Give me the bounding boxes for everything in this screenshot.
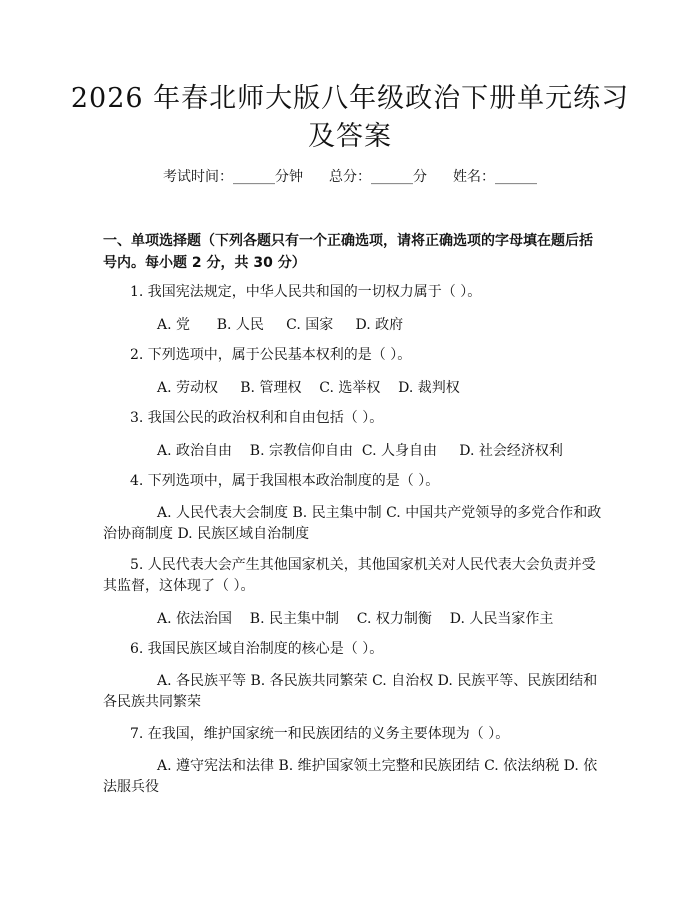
time-label: 考试时间： xyxy=(163,169,233,185)
question-options: A. 遵守宪法和法律 B. 维护国家领土完整和民族团结 C. 依法纳税 D. 依法服兵役 xyxy=(103,758,598,795)
score-unit: 分 xyxy=(413,169,427,185)
name-blank: ______ xyxy=(495,169,537,185)
question-options: A. 劳动权 B. 管理权 C. 选举权 D. 裁判权 xyxy=(157,380,460,396)
question-options: A. 各民族平等 B. 各民族共同繁荣 C. 自治权 D. 民族平等、民族团结和各民族共同繁荣 xyxy=(103,673,598,710)
question-options: A. 政治自由 B. 宗教信仰自由 C. 人身自由 D. 社会经济权利 xyxy=(157,443,563,459)
question-options: A. 依法治国 B. 民主集中制 C. 权力制衡 D. 人民当家作主 xyxy=(157,611,554,627)
question-stem: 5. 人民代表大会产生其他国家机关，其他国家机关对人民代表大会负责并受其监督，这体现了（ ）。 xyxy=(103,557,596,594)
question-options: A. 人民代表大会制度 B. 民主集中制 C. 中国共产党领导的多党合作和政治协商制度 D. 民族区域自治制度 xyxy=(103,505,602,542)
score-label: 总分： xyxy=(329,169,371,185)
exam-info-line xyxy=(0,166,700,188)
question-options: A. 党 B. 人民 C. 国家 D. 政府 xyxy=(157,317,404,333)
question-stem: 4. 下列选项中，属于我国根本政治制度的是（ ）。 xyxy=(130,473,440,489)
question-stem: 1. 我国宪法规定，中华人民共和国的一切权力属于（ ）。 xyxy=(130,284,482,300)
name-label: 姓名： xyxy=(453,169,495,185)
question-stem: 7. 在我国，维护国家统一和民族团结的义务主要体现为（ ）。 xyxy=(130,726,510,742)
section-heading: 一、单项选择题（下列各题只有一个正确选项，请将正确选项的字母填在题后括号内。每小题 2 分，共 30 分） xyxy=(103,233,593,271)
time-blank: ______ xyxy=(233,169,275,185)
question-stem: 6. 我国民族区域自治制度的核心是（ ）。 xyxy=(130,641,384,657)
page-title: 2026 年春北师大版八年级政治下册单元练习及答案 xyxy=(70,83,630,152)
score-blank: ______ xyxy=(371,169,413,185)
question-stem: 3. 我国公民的政治权利和自由包括（ ）。 xyxy=(130,410,384,426)
time-unit: 分钟 xyxy=(275,169,303,185)
question-stem: 2. 下列选项中，属于公民基本权利的是（ ）。 xyxy=(130,347,412,363)
